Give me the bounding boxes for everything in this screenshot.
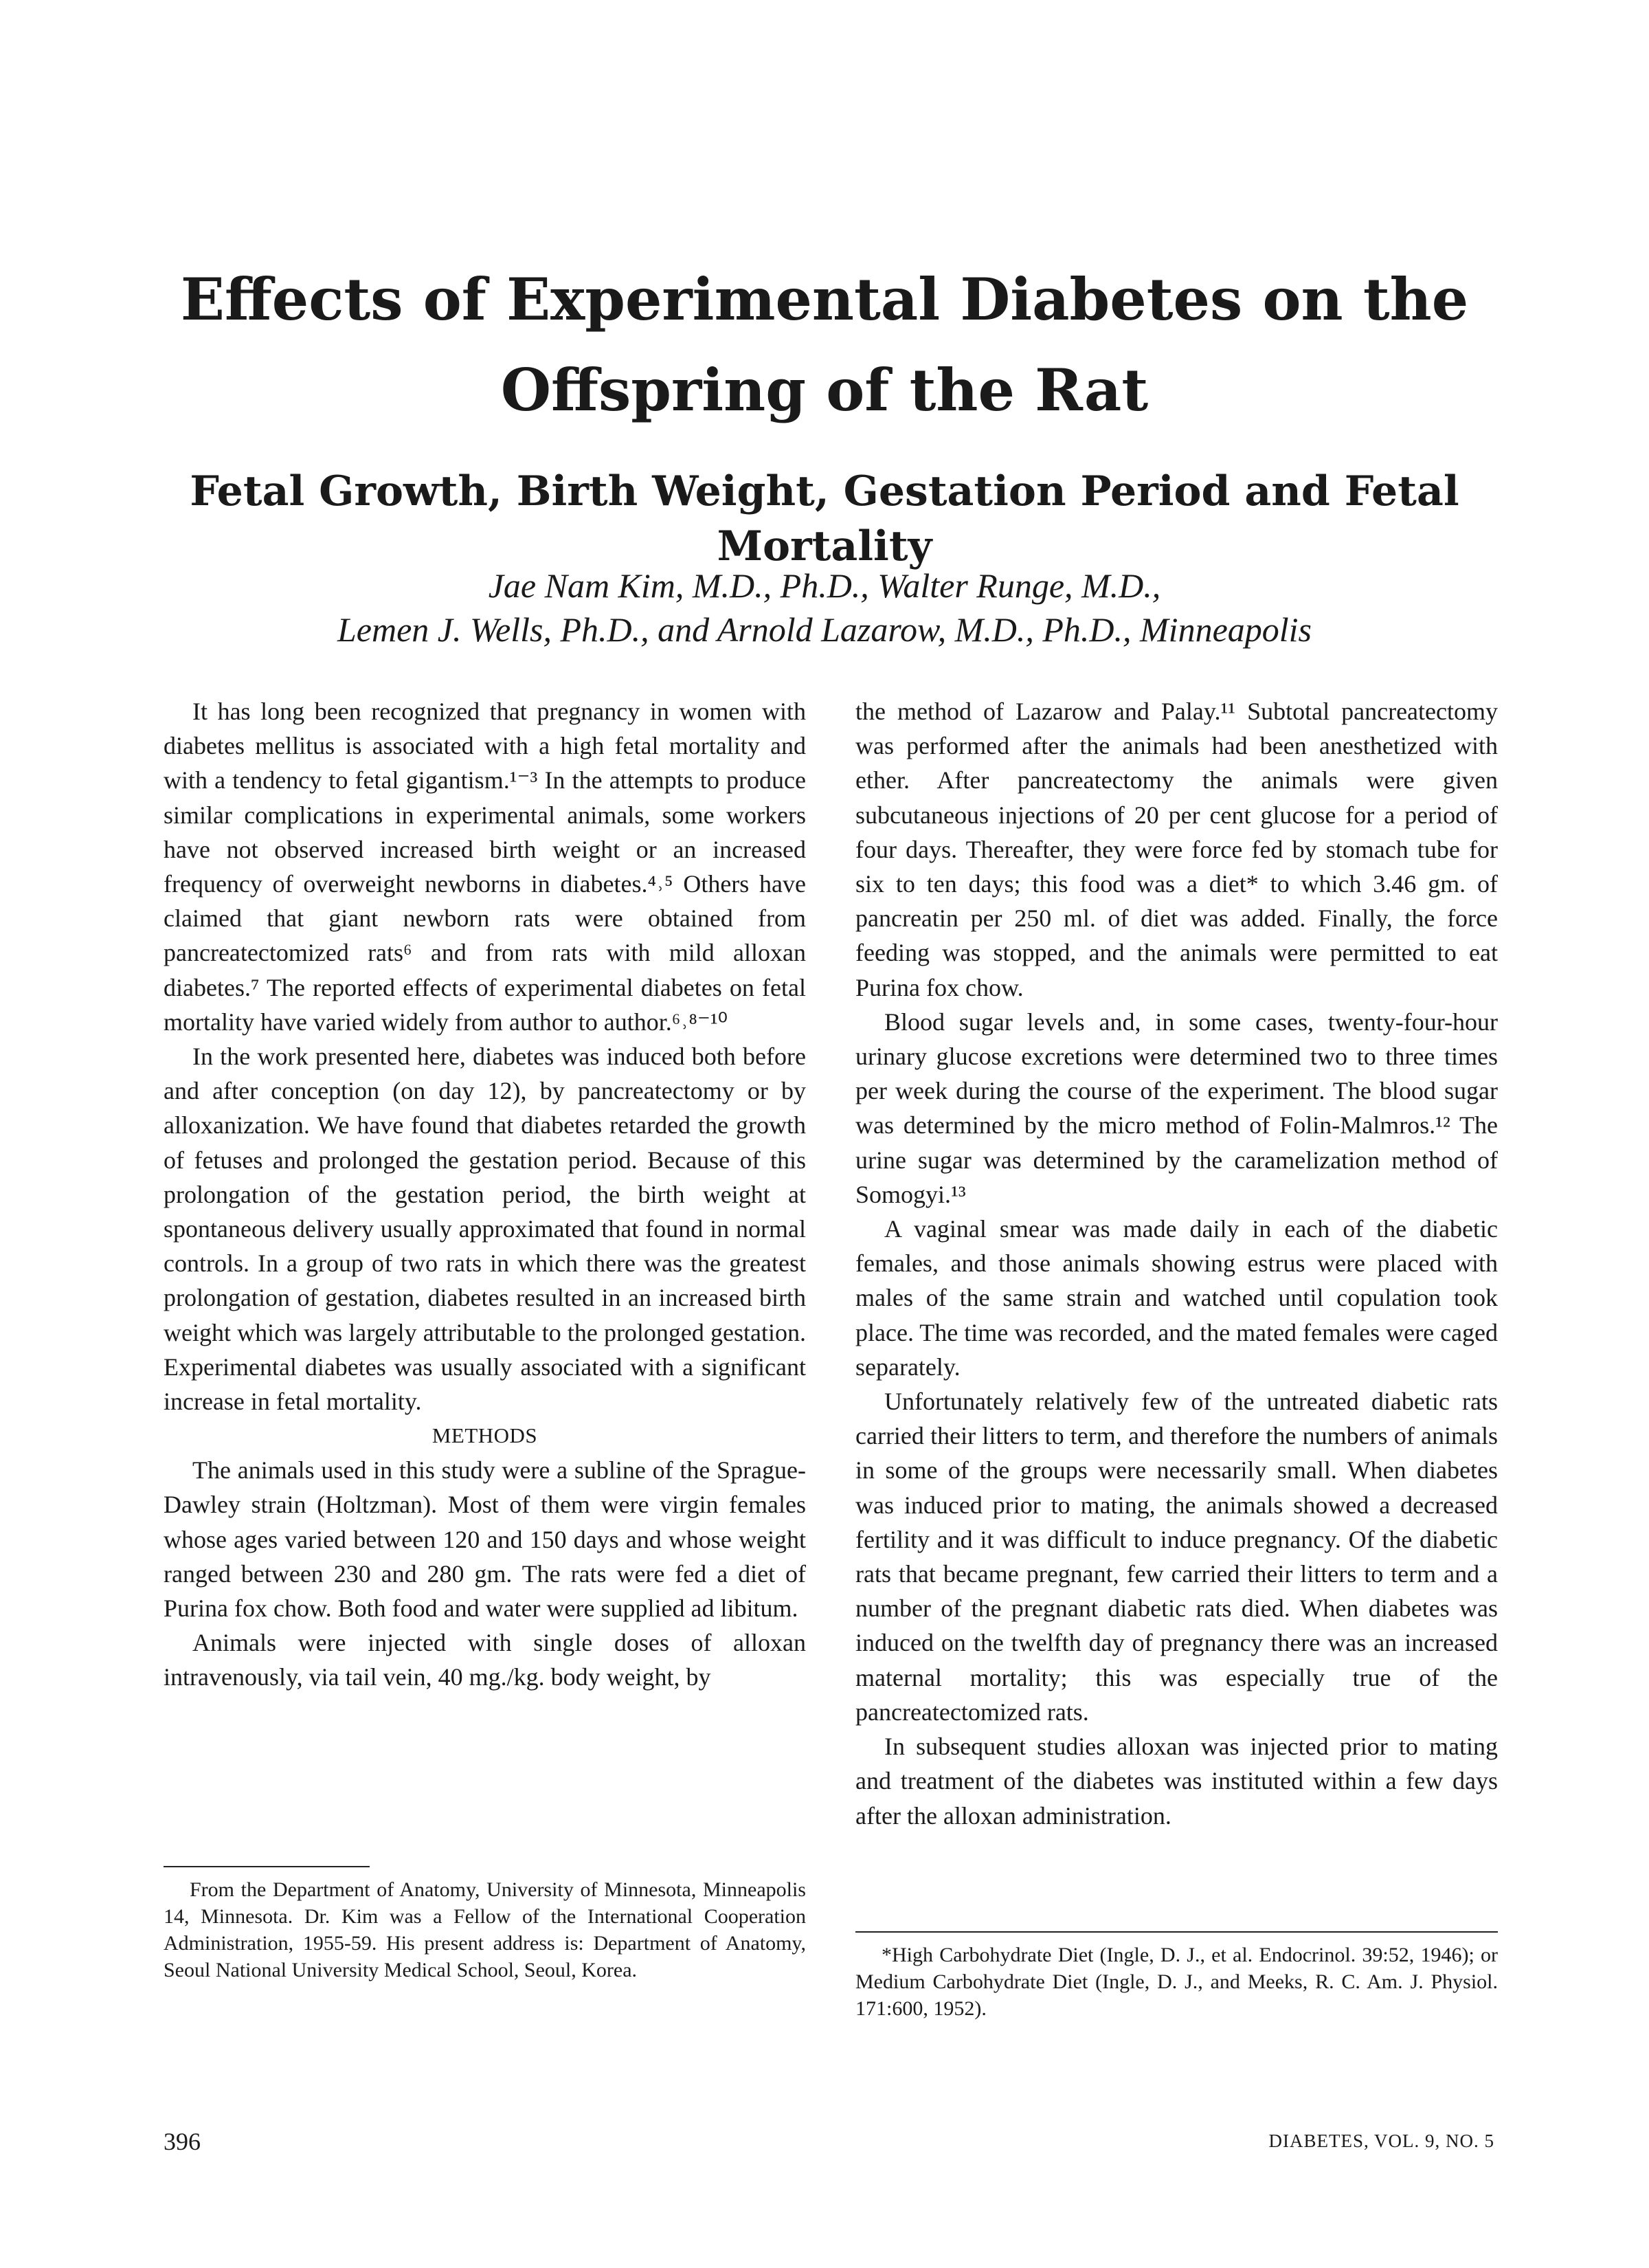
footnote-divider-left [164, 1866, 370, 1867]
title-line-2: Offspring of the Rat [500, 356, 1149, 424]
methods-paragraph-continued: the method of Lazarow and Palay.¹¹ Subtotal pancreatectomy was performed after the animals had been anesthetized with ether. After pancreatectomy the animals were given subcutaneous injections of 20 per cent glucose for a period of four days. Thereafter, they were force fed by stomach tube for six to ten days; this food was a diet* to which 3.46 gm. of pancreatin per 250 ml. of diet was added. Finally, the force feeding was stopped, and the animals were permitted to eat Purina fox chow. [855, 698, 1498, 1001]
methods-paragraph-4: A vaginal smear was made daily in each of the diabetic females, and those animals showing estrus were placed with males of the same strain and watched until copulation took place. The time was recorded, and the mated females were caged separately. [855, 1215, 1498, 1381]
left-column [164, 694, 806, 1695]
affiliation-text: From the Department of Anatomy, University of Minnesota, Minneapolis 14, Minnesota. Dr. Kim was a Fellow of the International Cooperation Administration, 1955-59. His present address is: Department of Anatomy, Seoul National University Medical School, Seoul, Korea. [164, 1878, 806, 1981]
methods-paragraph-2: Animals were injected with single doses of alloxan intravenously, via tail vein, 40 mg./kg. body weight, by [164, 1629, 806, 1691]
diet-footnote-text: *High Carbohydrate Diet (Ingle, D. J., et al. Endocrinol. 39:52, 1946); or Medium Carbohydrate Diet (Ingle, D. J., and Meeks, R. C. Am. J. Physiol. 171:600, 1952). [855, 1944, 1498, 2020]
intro-paragraph-2: In the work presented here, diabetes was induced both before and after conception (on day 12), by pancreatectomy or by alloxanization. We have found that diabetes retarded the growth of fetuses and prolonged the gestation period. Because of this prolongation of the gestation period, the birth weight at spontaneous delivery usually approximated that found in normal controls. In a group of two rats in which there was the greatest prolongation of gestation, diabetes resulted in an increased birth weight which was largely attributable to the prolonged gestation. Experimental diabetes was usually associated with a significant increase in fetal mortality. [164, 1043, 806, 1416]
article-title [137, 254, 1512, 436]
methods-paragraph-3: Blood sugar levels and, in some cases, twenty-four-hour urinary glucose excretions were determined two to three times per week during the course of the experiment. The blood sugar was determined by the micro method of Folin-Malmros.¹² The urine sugar was determined by the caramelization method of Somogyi.¹³ [855, 1008, 1498, 1208]
methods-heading: METHODS [431, 1423, 538, 1448]
methods-paragraph-6: In subsequent studies alloxan was injected prior to mating and treatment of the diabetes was instituted within a few days after the alloxan administration. [855, 1733, 1498, 1830]
right-column [855, 694, 1498, 1833]
methods-paragraph-5: Unfortunately relatively few of the untreated diabetic rats carried their litters to term, and therefore the numbers of animals in some of the groups were necessarily small. When diabetes was induced prior to mating, the animals showed a decreased fertility and it was difficult to induce pregnancy. Of the diabetic rats that became pregnant, few carried their litters to term and a number of the pregnant diabetic rats died. When diabetes was induced on the twelfth day of pregnancy there was an increased maternal mortality; this was especially true of the pancreatectomized rats. [855, 1388, 1498, 1726]
authors-line-1: Jae Nam Kim, M.D., Ph.D., Walter Runge, M.D., [488, 566, 1161, 605]
article-subtitle: Fetal Growth, Birth Weight, Gestation Period and Fetal Mortality [190, 467, 1459, 570]
author-list [137, 564, 1512, 652]
affiliation-footnote [164, 1876, 806, 1983]
title-line-1: Effects of Experimental Diabetes on the [180, 265, 1469, 333]
page-number: 396 [164, 2128, 201, 2155]
methods-paragraph-1: The animals used in this study were a subline of the Sprague-Dawley strain (Holtzman). Most of them were virgin females whose ages varied between 120 and 150 days and whose weight ranged between 230 and 280 gm. The rats were fed a diet of Purina fox chow. Both food and water were supplied ad libitum. [164, 1456, 806, 1623]
journal-footer: DIABETES, VOL. 9, NO. 5 [1268, 2131, 1494, 2151]
authors-line-2: Lemen J. Wells, Ph.D., and Arnold Lazarow, M.D., Ph.D., Minneapolis [337, 610, 1312, 649]
diet-footnote [855, 1942, 1498, 2022]
intro-paragraph-1: It has long been recognized that pregnancy in women with diabetes mellitus is associated with a high fetal mortality and with a tendency to fetal gigantism.¹⁻³ In the attempts to produce similar complications in experimental animals, some workers have not observed increased birth weight or an increased frequency of overweight newborns in diabetes.⁴˒⁵ Others have claimed that giant newborn rats were obtained from pancreatectomized rats⁶ and from rats with mild alloxan diabetes.⁷ The reported effects of experimental diabetes on fetal mortality have varied widely from author to author.⁶˒⁸⁻¹⁰ [164, 698, 806, 1036]
footnote-divider-right [855, 1931, 1498, 1933]
